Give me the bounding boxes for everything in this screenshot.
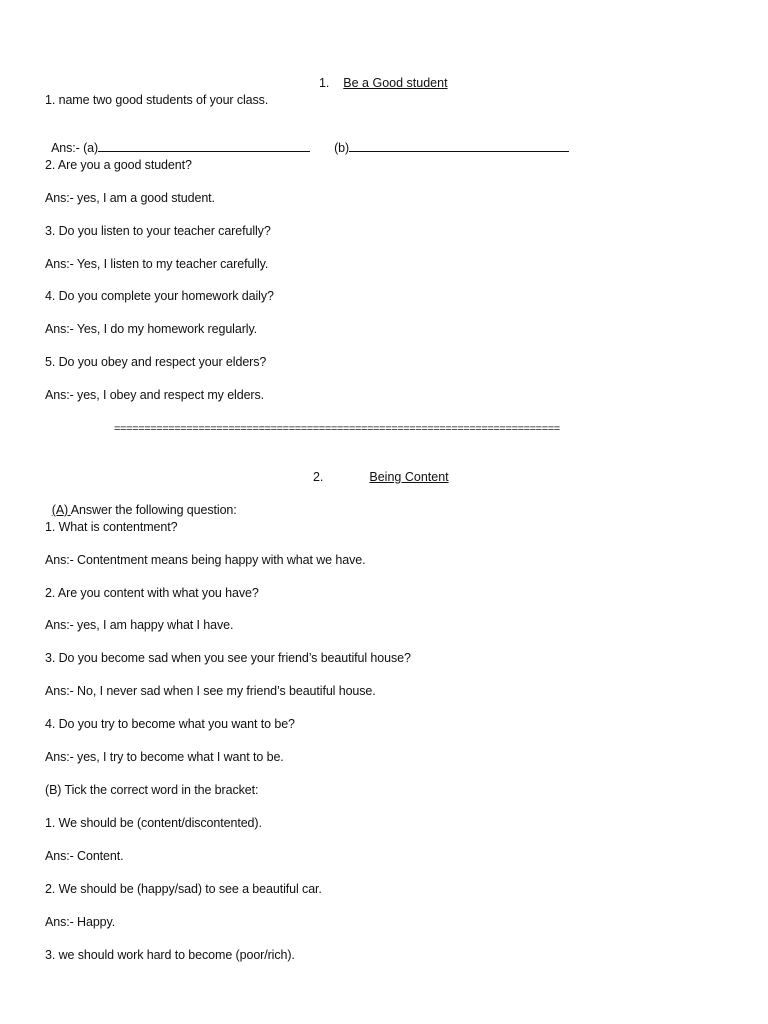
section-divider: ==========================================================================	[114, 423, 560, 435]
s1-question-4: 4. Do you complete your homework daily?	[45, 289, 274, 303]
s1-answer-5: Ans:- yes, I obey and respect my elders.	[45, 388, 265, 402]
s1-answer-4: Ans:- Yes, I do my homework regularly.	[45, 322, 258, 336]
s2-b-answer-1: Ans:- Content.	[45, 849, 124, 863]
s1-question-3: 3. Do you listen to your teacher carefully?	[45, 224, 271, 238]
section1-heading	[312, 59, 448, 91]
section1-title: Be a Good student	[343, 76, 448, 90]
s2-question-2: 2. Are you content with what you have?	[45, 586, 259, 600]
answer-blank-a[interactable]	[98, 140, 310, 152]
s1-answer-3: Ans:- Yes, I listen to my teacher carefully.	[45, 257, 269, 271]
s2-question-4: 4. Do you try to become what you want to be?	[45, 717, 295, 731]
s1-answer-2: Ans:- yes, I am a good student.	[45, 191, 215, 205]
s2-part-b-heading: (B) Tick the correct word in the bracket:	[45, 783, 259, 797]
s2-answer-1: Ans:- Contentment means being happy with what we have.	[45, 553, 366, 567]
s2-answer-2: Ans:- yes, I am happy what I have.	[45, 618, 234, 632]
s2-part-a-label: (A)	[51, 503, 71, 517]
section1-number: 1.	[318, 76, 330, 90]
section2-heading	[306, 453, 449, 485]
s2-b-answer-2: Ans:- Happy.	[45, 915, 116, 929]
s1-question-2: 2. Are you a good student?	[45, 158, 192, 172]
s1-question-1: 1. name two good students of your class.	[45, 93, 269, 107]
section2-title: Being Content	[369, 470, 449, 484]
s2-b-question-3: 3. we should work hard to become (poor/rich).	[45, 948, 295, 962]
s2-question-1: 1. What is contentment?	[45, 520, 178, 534]
s2-answer-4: Ans:- yes, I try to become what I want to be.	[45, 750, 284, 764]
s2-b-question-2: 2. We should be (happy/sad) to see a beautiful car.	[45, 882, 322, 896]
section2-number: 2.	[312, 470, 324, 484]
answer-blank-b[interactable]	[349, 140, 569, 152]
s1-question-5: 5. Do you obey and respect your elders?	[45, 355, 267, 369]
s2-part-a-heading	[45, 486, 237, 518]
s2-question-3: 3. Do you become sad when you see your friend’s beautiful house?	[45, 651, 411, 665]
s1-answer-1	[45, 124, 569, 156]
s2-b-question-1: 1. We should be (content/discontented).	[45, 816, 262, 830]
s2-answer-3: Ans:- No, I never sad when I see my friend’s beautiful house.	[45, 684, 376, 698]
s1-answer-1-b-label: (b)	[334, 141, 350, 155]
s2-part-a-text: Answer the following question:	[70, 503, 237, 517]
s1-answer-1-a-label: Ans:- (a)	[51, 141, 99, 155]
